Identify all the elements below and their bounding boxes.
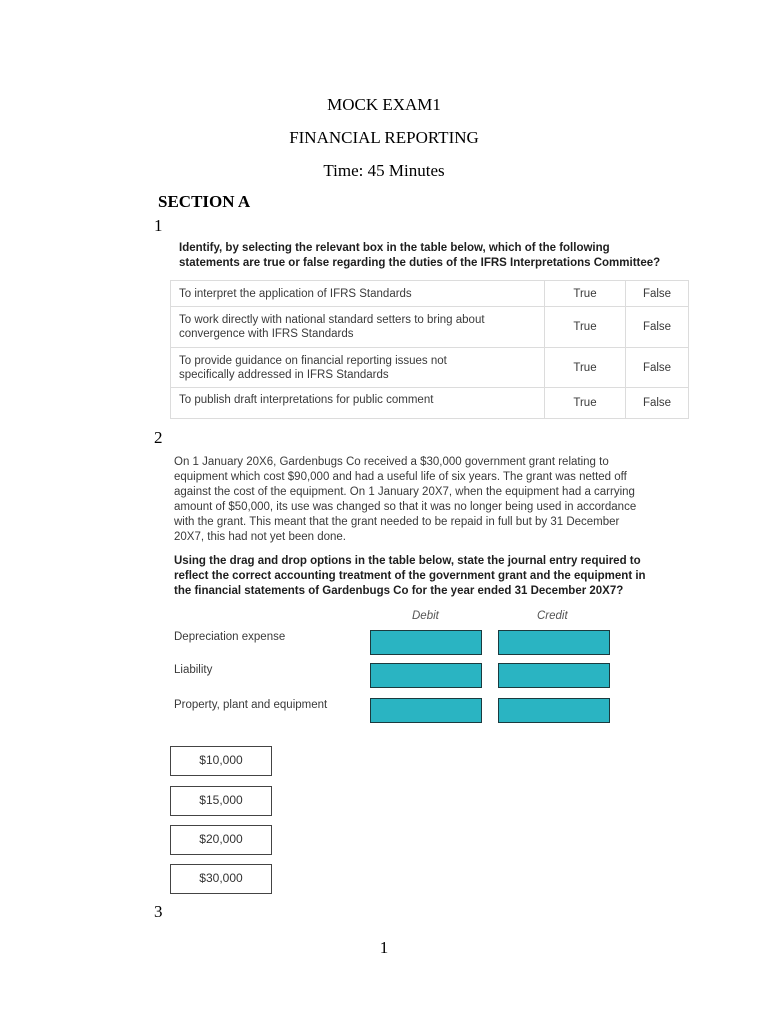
true-option[interactable]: True bbox=[545, 388, 626, 419]
debit-drop-zone-ppe[interactable] bbox=[370, 698, 482, 723]
table-row bbox=[171, 281, 689, 307]
statement-cell: To work directly with national standard setters to bring about convergence with IFRS Standards bbox=[171, 307, 545, 348]
q2-prompt bbox=[174, 554, 646, 599]
q2-scenario-line: amount of $50,000, its use was changed so that it was no longer being used in accordance bbox=[174, 501, 637, 513]
page-number: 1 bbox=[379, 938, 389, 957]
true-option[interactable]: True bbox=[545, 348, 626, 388]
debit-drop-zone-depreciation[interactable] bbox=[370, 630, 482, 655]
section-heading: SECTION A bbox=[158, 192, 251, 211]
question-number-3: 3 bbox=[154, 902, 163, 921]
q2-scenario bbox=[174, 455, 636, 545]
true-false-table bbox=[170, 280, 689, 419]
q2-prompt-line: the financial statements of Gardenbugs Co for the year ended 31 December 20X7? bbox=[174, 585, 624, 597]
question-number-2: 2 bbox=[154, 428, 163, 447]
debit-drop-zone-liability[interactable] bbox=[370, 663, 482, 688]
statement-cell: To provide guidance on financial reporting issues not specifically addressed in IFRS Standards bbox=[171, 348, 545, 388]
account-label-depreciation: Depreciation expense bbox=[174, 631, 286, 643]
table-row bbox=[171, 348, 689, 388]
exam-subject: FINANCIAL REPORTING bbox=[289, 128, 479, 147]
drag-option-10000[interactable]: $10,000 bbox=[170, 746, 272, 776]
account-label-liability: Liability bbox=[174, 664, 213, 676]
drag-option-20000[interactable]: $20,000 bbox=[170, 825, 272, 855]
table-row bbox=[171, 388, 689, 419]
table-row bbox=[171, 307, 689, 348]
false-option[interactable]: False bbox=[626, 281, 689, 307]
q2-scenario-line: with the grant. This meant that the grant needed to be repaid in full but by 31 December bbox=[174, 516, 620, 528]
true-option[interactable]: True bbox=[545, 307, 626, 348]
q2-prompt-line: reflect the correct accounting treatment of the government grant and the equipment in bbox=[174, 570, 646, 582]
credit-drop-zone-ppe[interactable] bbox=[498, 698, 610, 723]
statement-cell: To interpret the application of IFRS Standards bbox=[171, 281, 545, 307]
credit-drop-zone-liability[interactable] bbox=[498, 663, 610, 688]
true-option[interactable]: True bbox=[545, 281, 626, 307]
exam-time: Time: 45 Minutes bbox=[323, 161, 445, 180]
false-option[interactable]: False bbox=[626, 388, 689, 419]
q1-prompt bbox=[179, 241, 660, 271]
statement-cell: To publish draft interpretations for public comment bbox=[171, 388, 545, 419]
question-number-1: 1 bbox=[154, 216, 163, 235]
false-option[interactable]: False bbox=[626, 348, 689, 388]
credit-header: Credit bbox=[537, 610, 568, 622]
q2-scenario-line: 20X7, this had not yet been done. bbox=[174, 531, 346, 543]
false-option[interactable]: False bbox=[626, 307, 689, 348]
credit-drop-zone-depreciation[interactable] bbox=[498, 630, 610, 655]
q2-prompt-line: Using the drag and drop options in the table below, state the journal entry required to bbox=[174, 555, 641, 567]
q2-scenario-line: On 1 January 20X6, Gardenbugs Co received a $30,000 government grant relating to bbox=[174, 456, 609, 468]
drag-option-30000[interactable]: $30,000 bbox=[170, 864, 272, 894]
q1-prompt-line: statements are true or false regarding the duties of the IFRS Interpretations Committee? bbox=[179, 257, 661, 269]
q1-prompt-line: Identify, by selecting the relevant box in the table below, which of the following bbox=[179, 242, 610, 254]
exam-title: MOCK EXAM1 bbox=[327, 95, 441, 114]
account-label-ppe: Property, plant and equipment bbox=[174, 699, 328, 711]
drag-option-15000[interactable]: $15,000 bbox=[170, 786, 272, 816]
q2-scenario-line: against the cost of the equipment. On 1 January 20X7, when the equipment had a carrying bbox=[174, 486, 635, 498]
q2-scenario-line: equipment which cost $90,000 and had a useful life of six years. The grant was netted off bbox=[174, 471, 627, 483]
debit-header: Debit bbox=[412, 610, 439, 622]
